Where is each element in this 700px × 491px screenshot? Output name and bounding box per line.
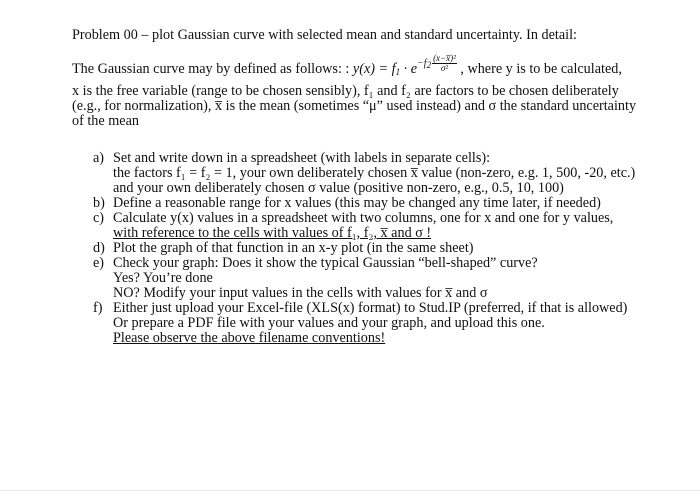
formula-lead-text: The Gaussian curve may by defined as follows: : [72, 61, 353, 77]
formula-f1-subscript: 1 [395, 67, 401, 77]
intro-paragraph [72, 53, 668, 129]
task-marker: e) [93, 255, 105, 271]
task-item-b [93, 196, 653, 211]
task-line: Yes? You’re done [113, 270, 213, 286]
formula-line [72, 53, 668, 84]
task-line: Or prepare a PDF file with your values and your graph, and upload this one. [113, 315, 545, 331]
task-line: NO? Modify your input values in the cells with values for x̅ and σ [113, 285, 488, 301]
problem-title: Problem 00 – plot Gaussian curve with selected mean and standard uncertainty. In detail: [72, 27, 577, 43]
task-marker: d) [93, 240, 105, 256]
gaussian-formula [352, 53, 457, 77]
task-item-c [93, 211, 653, 241]
task-line: Define a reasonable range for x values (this may be changed any time later, if needed) [113, 195, 601, 211]
task-marker: a) [93, 150, 105, 166]
task-line: Calculate y(x) values in a spreadsheet with two columns, one for x and one for y values, [113, 210, 614, 226]
task-item-f [93, 301, 653, 346]
task-underlined-line: with reference to the cells with values of f₁, f₂, x̅ and σ ! [113, 225, 432, 241]
intro-line-4: of the mean [72, 113, 139, 129]
exponent-numerator: (x−x̅)² [433, 53, 456, 63]
task-line: Plot the graph of that function in an x-y plot (in the same sheet) [113, 240, 474, 256]
task-marker: c) [93, 210, 105, 226]
formula-exponent [417, 54, 457, 73]
task-line: the factors f₁ = f₂ = 1, your own deliberately chosen x̅ value (non-zero, e.g. 1, 500, -20, etc.) [113, 165, 636, 181]
task-list [93, 151, 653, 346]
exponent-prefix: −f [417, 57, 427, 69]
formula-mid: · e [400, 61, 418, 77]
formula-lhs: y(x) = f [352, 61, 396, 77]
task-item-d [93, 241, 653, 256]
task-line: Set and write down in a spreadsheet (with labels in separate cells): [113, 150, 491, 166]
task-marker: f) [93, 300, 103, 316]
exponent-f2-subscript: 2 [426, 59, 432, 70]
intro-line-2: x is the free variable (range to be chosen sensibly), f₁ and f₂ are factors to be chosen deliberately [72, 83, 619, 99]
task-marker: b) [93, 195, 105, 211]
task-item-e [93, 256, 653, 301]
task-item-a [93, 151, 653, 196]
exponent-fraction [432, 54, 457, 73]
task-line: Either just upload your Excel-file (XLS(x) format) to Stud.IP (preferred, if that is allowed) [113, 300, 628, 316]
task-line: and your own deliberately chosen σ value (positive non-zero, e.g., 0.5, 10, 100) [113, 180, 564, 196]
exponent-denominator: σ² [440, 63, 449, 73]
task-line: Check your graph: Does it show the typical Gaussian “bell-shaped” curve? [113, 255, 538, 271]
task-underlined-line: Please observe the above filename conventions! [113, 330, 386, 346]
intro-line-3: (e.g., for normalization), x̅ is the mean (sometimes “μ” used instead) and σ the standard uncertainty [72, 98, 637, 114]
formula-tail-text: , where y is to be calculated, [456, 61, 622, 77]
